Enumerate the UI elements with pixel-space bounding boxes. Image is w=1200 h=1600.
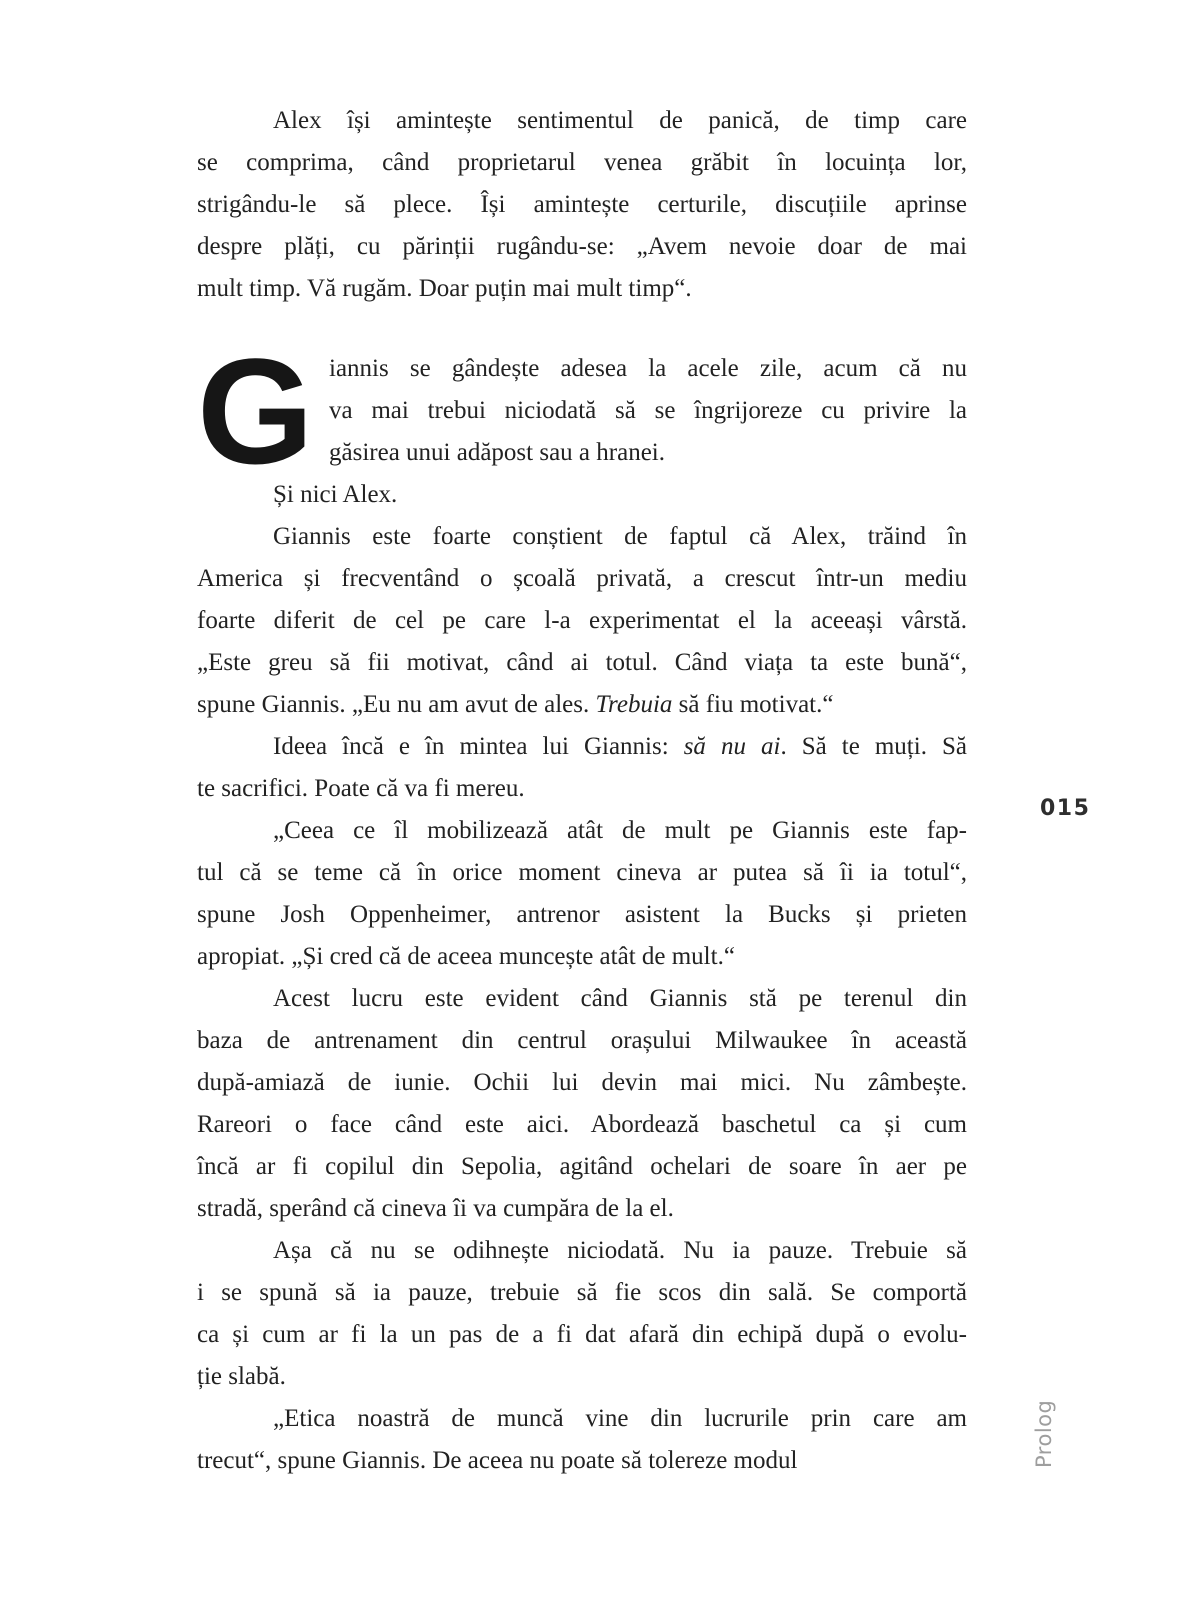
text-line: spune Giannis. „Eu nu am avut de ales. Trebuia să fiu motivat.“	[197, 691, 834, 718]
dropcap-letter: G	[197, 327, 314, 495]
paragraph	[197, 1230, 967, 1398]
text-line: mult timp. Vă rugăm. Doar puțin mai mult timp“.	[197, 275, 692, 302]
text-line: Acest lucru este evident când Giannis stă pe terenul din	[273, 985, 967, 1012]
text-line: iannis se gândește adesea la acele zile, acum că nu	[329, 355, 967, 382]
text-line: Giannis este foarte conștient de faptul că Alex, trăind în	[273, 523, 967, 550]
text-line: după-amiază de iunie. Ochii lui devin mai mici. Nu zâmbește.	[197, 1069, 967, 1096]
text-line: i se spună să ia pauze, trebuie să fie scos din sală. Se comportă	[197, 1279, 967, 1306]
text-line: strigându-le să plece. Își amintește certurile, discuțiile aprinse	[197, 191, 967, 218]
paragraph	[197, 516, 967, 726]
text-line: te sacrifici. Poate că va fi mereu.	[197, 775, 525, 802]
text-line: „Etica noastră de muncă vine din lucrurile prin care am	[273, 1405, 967, 1432]
text-line: va mai trebui niciodată să se îngrijoreze cu privire la	[329, 397, 967, 424]
running-footer-prolog: Prolog	[1032, 1399, 1056, 1468]
text-line: „Ceea ce îl mobilizează atât de mult pe Giannis este fap-	[273, 817, 967, 844]
text-line: se comprima, când proprietarul venea grăbit în locuința lor,	[197, 149, 967, 176]
text-line: Ideea încă e în mintea lui Giannis: să nu ai. Să te muți. Să	[273, 733, 967, 760]
text-line: America și frecventând o școală privată, a crescut într-un mediu	[197, 565, 967, 592]
text-line: Rareori o face când este aici. Abordează baschetul ca și cum	[197, 1111, 967, 1138]
text-line: apropiat. „Și cred că de aceea muncește atât de mult.“	[197, 943, 735, 970]
text-line: găsirea unui adăpost sau a hranei.	[329, 439, 665, 466]
text-line: baza de antrenament din centrul orașului Milwaukee în această	[197, 1027, 967, 1054]
text-line: spune Josh Oppenheimer, antrenor asistent la Bucks și prieten	[197, 901, 967, 928]
text-line: stradă, sperând că cineva îi va cumpăra de la el.	[197, 1195, 674, 1222]
paragraph	[197, 726, 967, 810]
paragraph	[197, 978, 967, 1230]
text-line: foarte diferit de cel pe care l-a experimentat el la aceeași vârstă.	[197, 607, 967, 634]
text-line: Așa că nu se odihnește niciodată. Nu ia pauze. Trebuie să	[273, 1237, 967, 1264]
text-line: Și nici Alex.	[273, 481, 398, 508]
text-line: ție slabă.	[197, 1363, 286, 1390]
text-line: Alex își amintește sentimentul de panică, de timp care	[273, 107, 967, 134]
page-number: 015	[1040, 796, 1091, 821]
text-line: „Este greu să fii motivat, când ai totul. Când viața ta este bună“,	[197, 649, 967, 676]
text-line: trecut“, spune Giannis. De aceea nu poate să tolereze modul	[197, 1447, 798, 1474]
text-line: despre plăți, cu părinții rugându-se: „Avem nevoie doar de mai	[197, 233, 967, 260]
text-line: ca și cum ar fi la un pas de a fi dat afară din echipă după o evolu-	[197, 1321, 967, 1348]
paragraph	[197, 474, 967, 516]
text-line: încă ar fi copilul din Sepolia, agitând ochelari de soare în aer pe	[197, 1153, 967, 1180]
paragraph	[197, 100, 967, 310]
paragraph	[197, 1398, 967, 1482]
paragraph	[197, 810, 967, 978]
text-column	[197, 100, 967, 1482]
text-line: tul că se teme că în orice moment cineva ar putea să îi ia totul“,	[197, 859, 967, 886]
